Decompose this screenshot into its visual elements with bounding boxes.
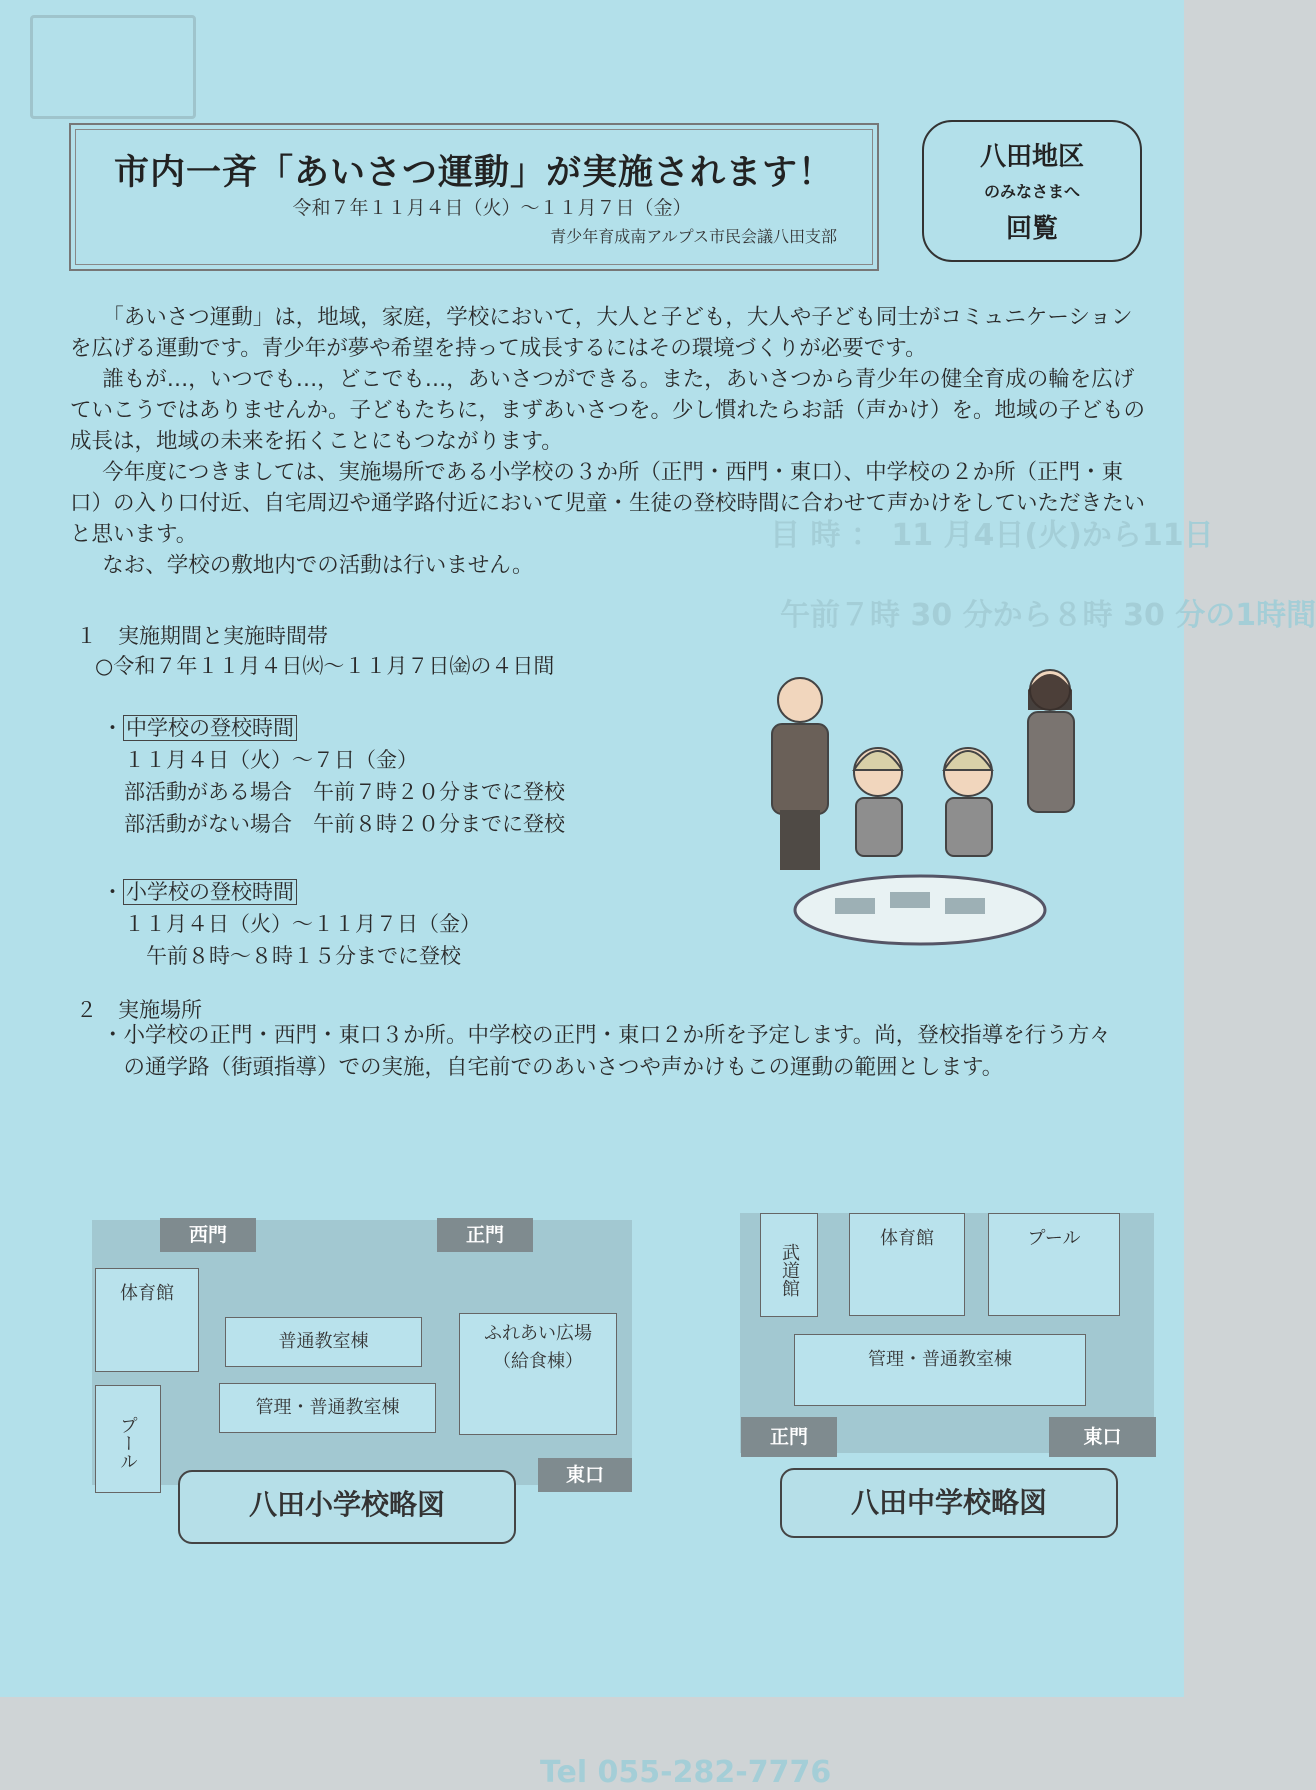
intro-paragraph: 誰もが…，いつでも…，どこでも…，あいさつができる。また，あいさつから青少年の健全育成の輪を広げていこうではありませんか。子どもたちに，まずあいさつを。少し慣れたらお話（声かけ）を。地域の子どもの成長は，地域の未来を拓くことにもつながります。 — [70, 367, 1146, 454]
elementary-gate-main: 正門 — [437, 1218, 533, 1252]
elementary-admin-building: 管理・普通教室棟 — [219, 1383, 436, 1433]
junior-gate-east: 東口 — [1049, 1417, 1156, 1457]
adult-man-legs — [780, 810, 820, 870]
junior-high-label: ・ 中学校の登校時間 — [102, 712, 297, 742]
child-left-body — [856, 798, 902, 856]
intro-paragraph: なお、学校の敷地内での活動は行いません。 — [102, 553, 534, 578]
elementary-gate-west: 西門 — [160, 1218, 256, 1252]
section2-body: 小学校の正門・西門・東口３か所。中学校の正門・東口２か所を予定します。尚，登校指導を行う方々の通学路（街頭指導）での実施，自宅前でのあいさつや声かけもこの運動の範囲とします。 — [123, 1023, 1111, 1080]
adult-woman-body — [1028, 712, 1074, 812]
show-through-text: 午前７時 30 分から８時 30 分の1時間 — [780, 598, 1316, 633]
junior-budokan — [760, 1213, 818, 1317]
section1-heading: １ 実施期間と実施時間帯 — [76, 624, 328, 648]
section2-heading: ２ 実施場所 — [76, 998, 202, 1022]
plaza-label: ふれあい広場 — [484, 1323, 592, 1344]
page-title: 市内一斉「あいさつ運動」が実施されます！ — [113, 153, 834, 193]
intro-text — [70, 302, 1150, 581]
circulation-to: のみなさまへ — [983, 182, 1080, 201]
child-right-body — [946, 798, 992, 856]
title-box — [69, 123, 879, 271]
junior-map-title: 八田中学校略図 — [780, 1468, 1118, 1538]
crosswalk-mat — [795, 876, 1045, 944]
elementary-time: 午前８時～８時１５分までに登校 — [146, 944, 461, 968]
elementary-classroom-building: 普通教室棟 — [225, 1317, 422, 1367]
junior-high-without-club: 部活動がない場合 午前８時２０分までに登校 — [124, 812, 565, 836]
junior-admin-building: 管理・普通教室棟 — [794, 1334, 1086, 1406]
event-dates: 令和７年１１月４日（火）～１１月７日（金） — [292, 197, 692, 219]
organizer: 青少年育成南アルプス市民会議八田支部 — [550, 227, 837, 246]
intro-paragraph: 「あいさつ運動」は，地域，家庭，学校において，大人と子ども，大人や子ども同士がコミュニケーションを広げる運動です。青少年が夢や希望を持って成長するにはその環境づくりが必要です。 — [70, 305, 1133, 361]
faded-stamp — [30, 15, 196, 119]
greeting-illustration — [760, 660, 1100, 960]
adult-man-head — [778, 678, 822, 722]
elementary-gym: 体育館 — [95, 1268, 199, 1372]
junior-pool: プール — [988, 1213, 1120, 1316]
plaza-sublabel: （給食棟） — [493, 1351, 583, 1372]
crosswalk-stripe — [835, 898, 875, 914]
circulation-box — [922, 120, 1142, 262]
intro-paragraph: 今年度につきましては、実施場所である小学校の３か所（正門・西門・東口）、中学校の２か所（正門・東口）の入り口付近、自宅周辺や通学路付近において児童・生徒の登校時間に合わせて声かけをしていただきたいと思います。 — [70, 460, 1146, 547]
show-through-text: Tel 055-282-7776 — [540, 1755, 832, 1790]
crosswalk-stripe — [890, 892, 930, 908]
junior-high-dates: １１月４日（火）～７日（金） — [124, 748, 418, 772]
adult-man-body — [772, 724, 828, 814]
pool-label: プール — [117, 1416, 138, 1470]
show-through-text: 目 時 ： 11 月4日(火)から11日 — [770, 518, 1214, 553]
junior-high-with-club: 部活動がある場合 午前７時２０分までに登校 — [124, 780, 565, 804]
elementary-pool — [95, 1385, 161, 1493]
elementary-gate-east: 東口 — [538, 1458, 632, 1492]
elementary-map-title: 八田小学校略図 — [178, 1470, 516, 1544]
elementary-plaza — [459, 1313, 617, 1435]
junior-gate-main: 正門 — [741, 1417, 837, 1457]
bullet: ・ — [102, 1023, 124, 1048]
elementary-label: ・ 小学校の登校時間 — [102, 876, 297, 906]
section1-period: ○令和７年１１月４日㈫～１１月７日㈮の４日間 — [95, 654, 555, 678]
junior-gym: 体育館 — [849, 1213, 965, 1316]
crosswalk-stripe — [945, 898, 985, 914]
elementary-dates: １１月４日（火）～１１月７日（金） — [124, 912, 481, 936]
circulation-district: 八田地区 — [979, 142, 1084, 172]
section2-text — [102, 1020, 1127, 1084]
budokan-label: 武道館 — [779, 1243, 800, 1297]
circulation-label: 回覧 — [1005, 214, 1058, 244]
